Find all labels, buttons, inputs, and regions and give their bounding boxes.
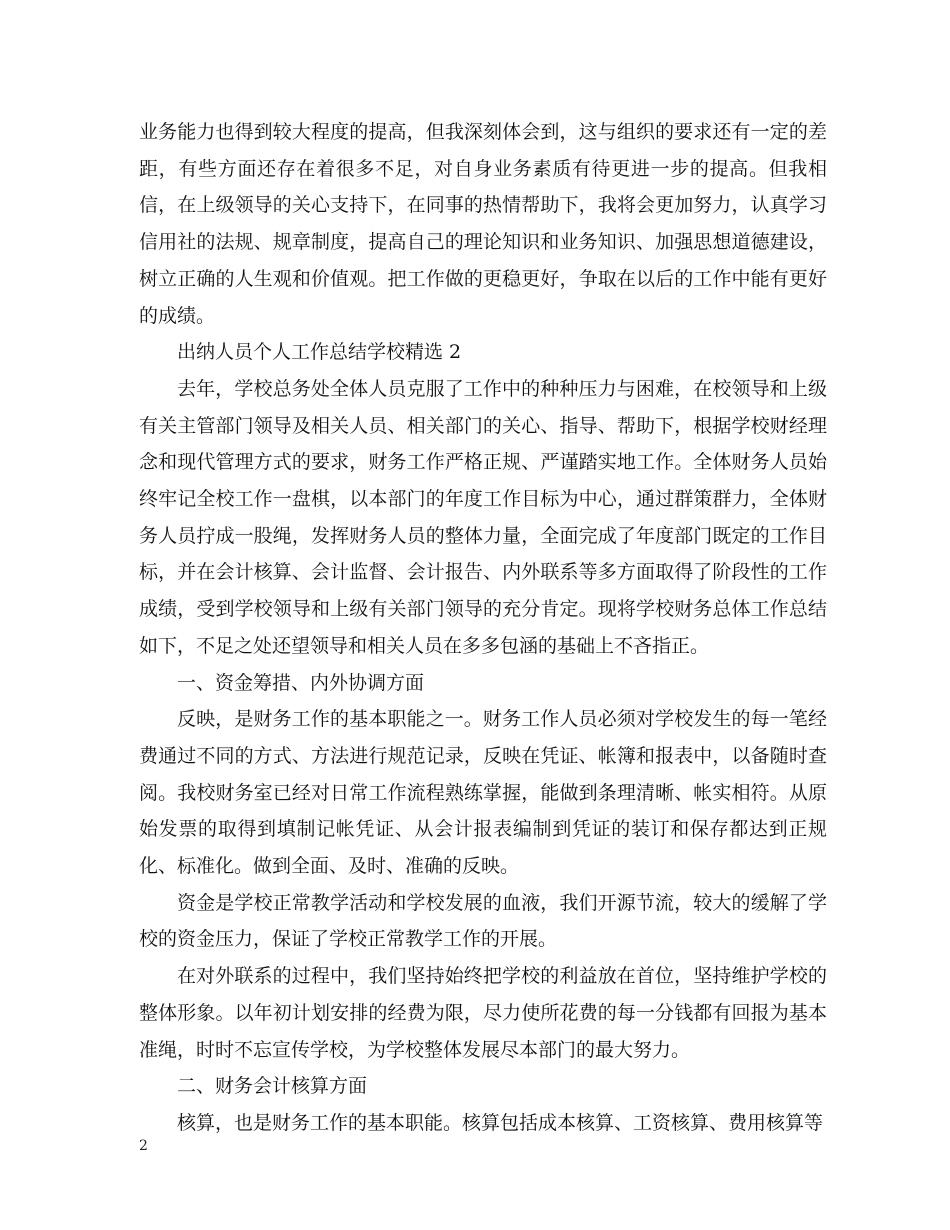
paragraph-continuation: 业务能力也得到较大程度的提高，但我深刻体会到，这与组织的要求还有一定的差距，有些方面还存在着很多不足，对自身业务素质有待更进一步的提高。但我相信，在上级领导的关心支持下，在同事的热情帮助下，我将会更加努力，认真学习信用社的法规、规章制度，提高自己的理论知识和业务知识、加强思想道德建设，树立正确的人生观和价值观。把工作做的更稳更好，争取在以后的工作中能有更好的成绩。: [139, 121, 827, 327]
heading-funding-coordination: 一、资金筹措、内外协调方面: [177, 671, 425, 694]
paragraph-reflection: 反映，是财务工作的基本职能之一。财务工作人员必须对学校发生的每一笔经费通过不同的方式、方法进行规范记录，反映在凭证、帐簿和报表中，以备随时查阅。我校财务室已经对日常工作流程熟练掌握，能做到条理清晰、帐实相符。从原始发票的取得到填制记帐凭证、从会计报表编制到凭证的装订和保存都达到正规化、标准化。做到全面、及时、准确的反映。: [139, 708, 827, 878]
page-number: 2: [139, 1138, 148, 1154]
document-body: [139, 114, 827, 1142]
paragraph-intro: 去年，学校总务处全体人员克服了工作中的种种压力与困难，在校领导和上级有关主管部门领导及相关人员、相关部门的关心、指导、帮助下，根据学校财经理念和现代管理方式的要求，财务工作严格正规、严谨踏实地工作。全体财务人员始终牢记全校工作一盘棋，以本部门的年度工作目标为中心，通过群策群力，全体财务人员拧成一股绳，发挥财务人员的整体力量，全面完成了年度部门既定的工作目标，并在会计核算、会计监督、会计报告、内外联系等多方面取得了阶段性的工作成绩，受到学校领导和上级有关部门领导的充分肯定。现将学校财务总体工作总结如下，不足之处还望领导和相关人员在多多包涵的基础上不吝指正。: [139, 377, 827, 657]
heading-accounting: 二、财务会计核算方面: [177, 1075, 368, 1098]
paragraph-funds: 资金是学校正常教学活动和学校发展的血液，我们开源节流，较大的缓解了学校的资金压力，保证了学校正常教学工作的开展。: [139, 891, 827, 951]
section-title: 出纳人员个人工作总结学校精选 2: [177, 341, 462, 364]
paragraph-accounting: 核算，也是财务工作的基本职能。核算包括成本核算、工资核算、费用核算等: [177, 1111, 824, 1134]
paragraph-external-relations: 在对外联系的过程中，我们坚持始终把学校的利益放在首位，坚持维护学校的整体形象。以年初计划安排的经费为限，尽力使所花费的每一分钱都有回报为基本准绳，时时不忘宣传学校，为学校整体发展尽本部门的最大努力。: [139, 965, 827, 1061]
